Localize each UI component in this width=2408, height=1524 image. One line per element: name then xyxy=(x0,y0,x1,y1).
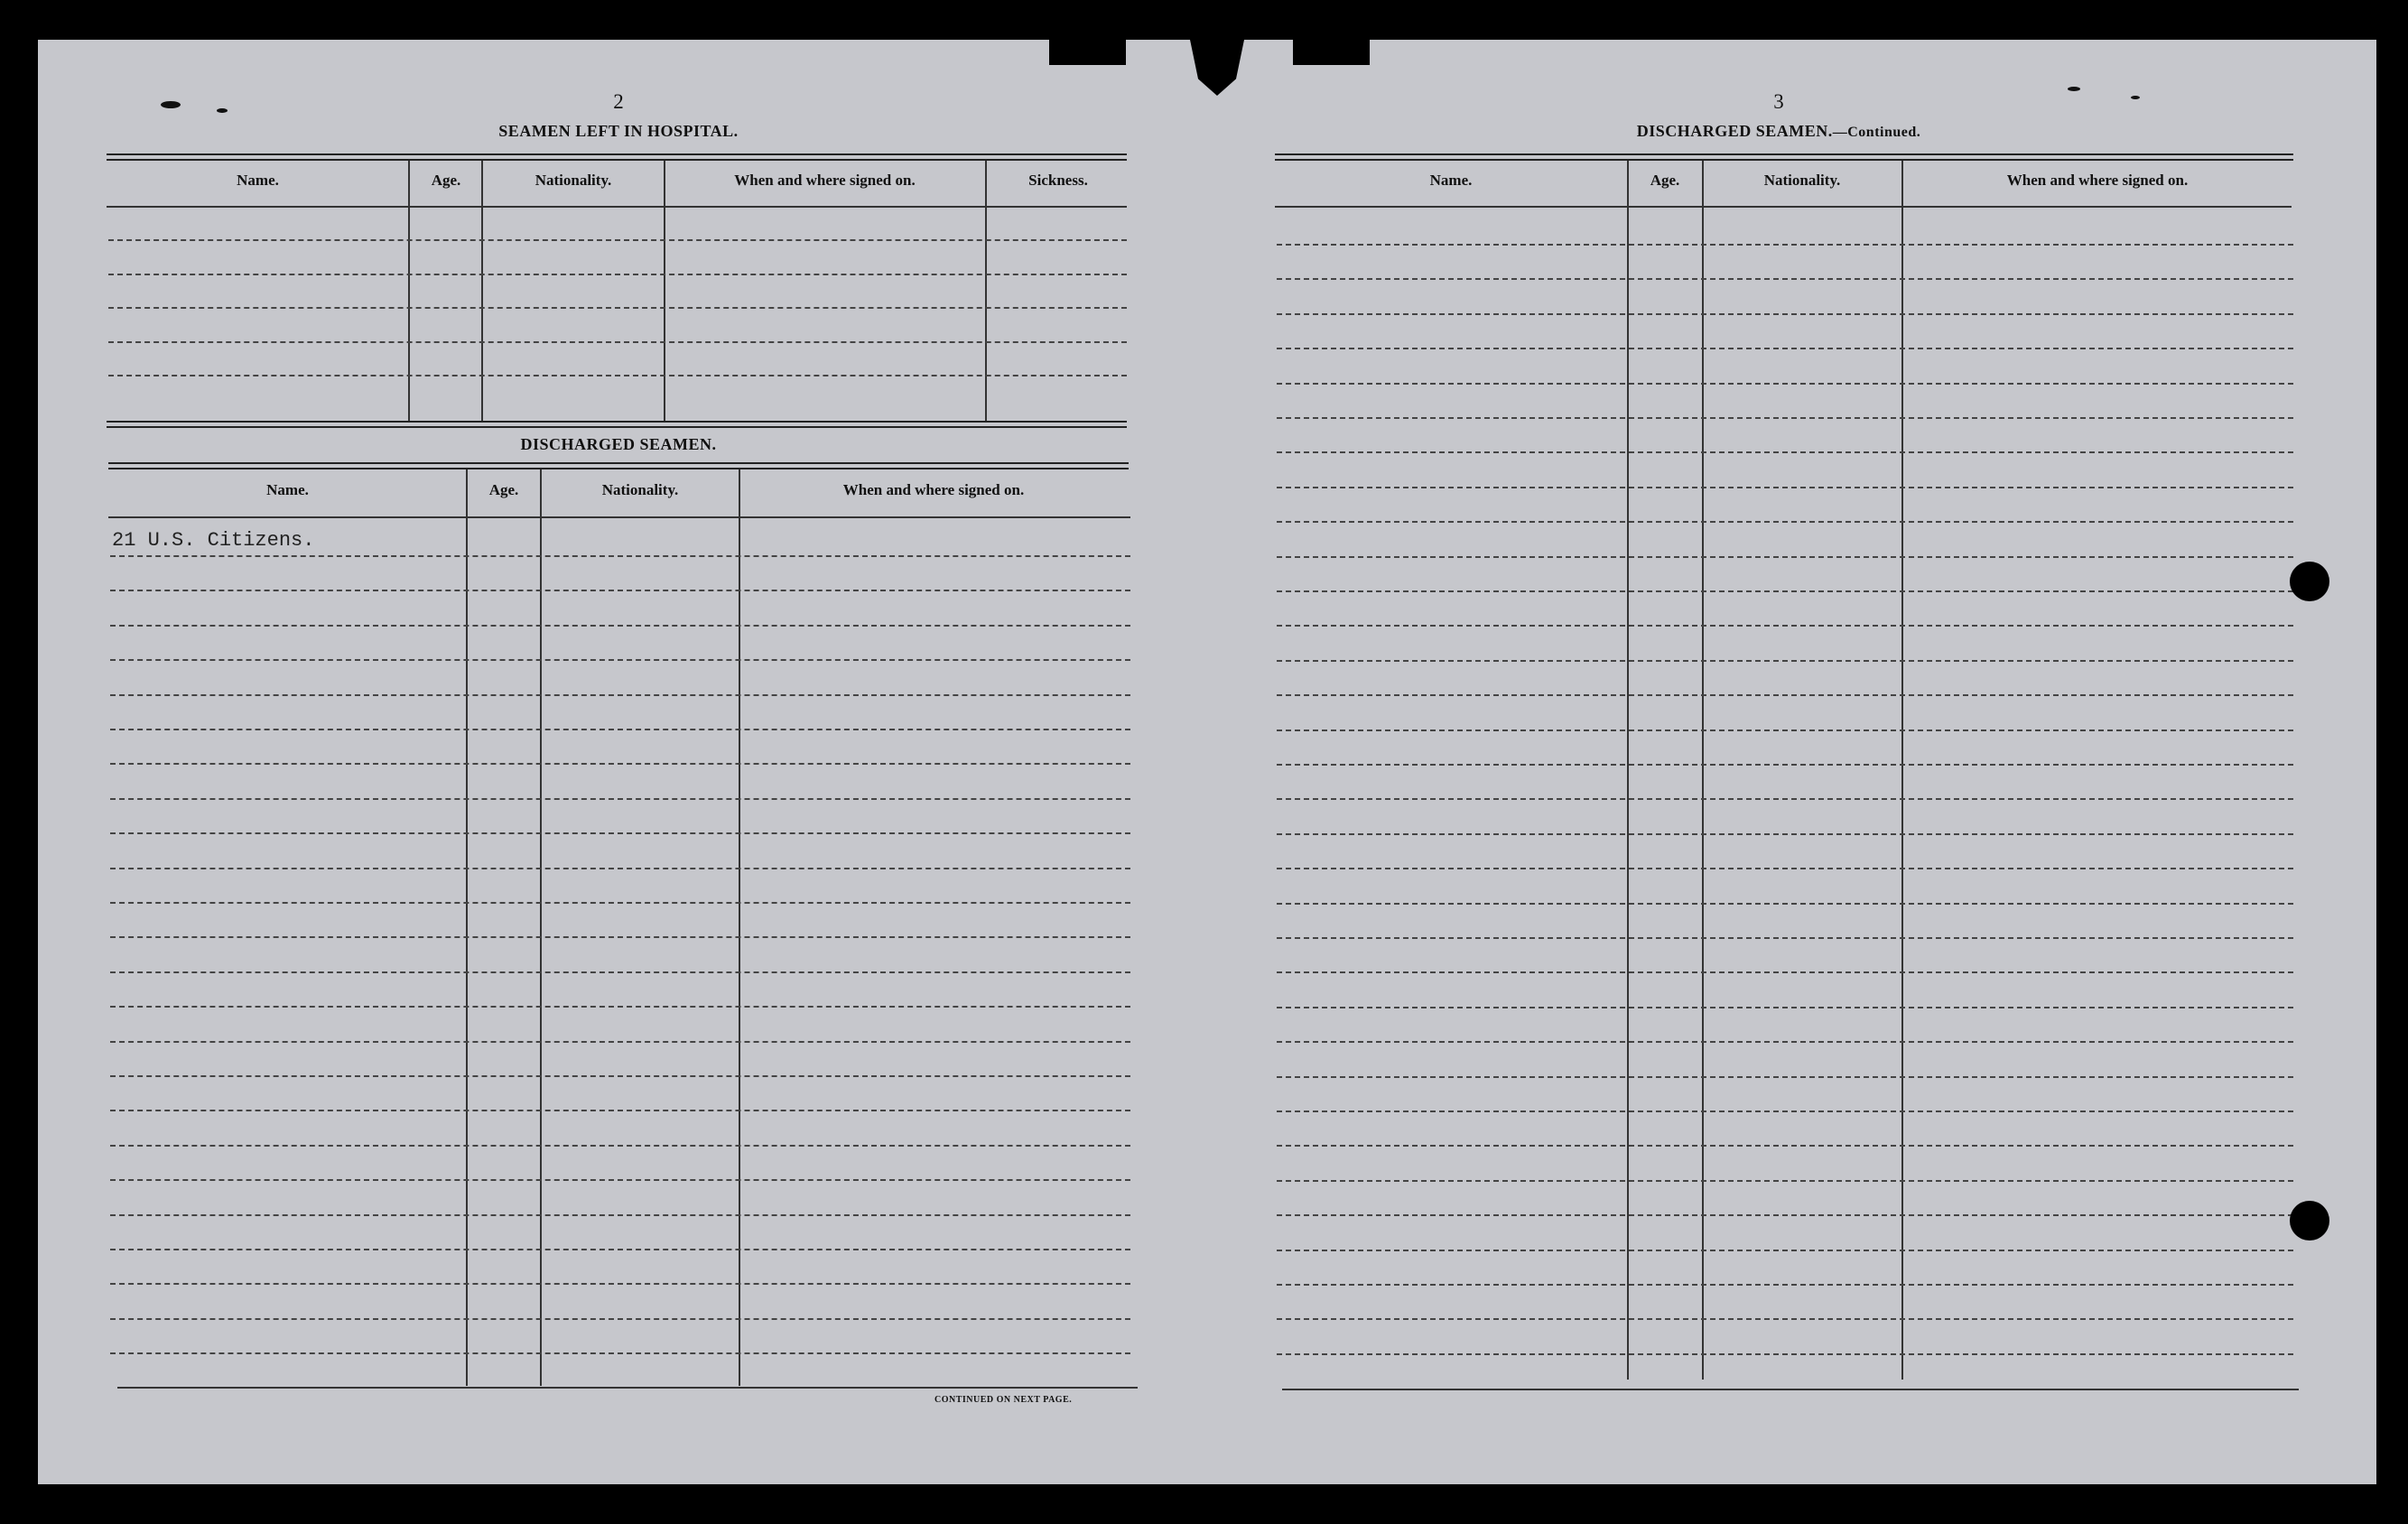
discharged-top-rule xyxy=(107,421,1127,423)
discharged-col-name: Name. xyxy=(266,481,309,498)
right-row-line xyxy=(1277,348,2293,349)
left-bottom-rule xyxy=(117,1387,1138,1389)
discharged-row-line xyxy=(110,1041,1130,1043)
continued-note: CONTINUED ON NEXT PAGE. xyxy=(934,1395,1073,1405)
right-row-line xyxy=(1277,451,2293,453)
right-row-line xyxy=(1277,1353,2293,1355)
right-row-line xyxy=(1277,1214,2293,1216)
discharged-row-line xyxy=(110,1214,1130,1216)
discharged-entry: 21 U.S. Citizens. xyxy=(112,529,315,552)
right-row-line xyxy=(1277,278,2293,280)
hospital-row-line xyxy=(108,375,1127,376)
right-col-signed-on: When and where signed on. xyxy=(2006,172,2189,189)
discharged-col-age: Age. xyxy=(488,481,519,498)
right-section-title xyxy=(1598,122,1959,141)
discharged-row-line xyxy=(110,1179,1130,1181)
punch-hole xyxy=(2290,1201,2329,1241)
right-row-line xyxy=(1277,660,2293,662)
discharged-row-line xyxy=(110,971,1130,973)
discharged-row-line xyxy=(110,1249,1130,1250)
discharged-row-line xyxy=(110,1318,1130,1320)
right-row-line xyxy=(1277,590,2293,592)
discharged-col-signed-on: When and where signed on. xyxy=(842,481,1025,498)
right-top-rule xyxy=(1275,153,2293,155)
hospital-header-rule xyxy=(107,206,1127,208)
right-row-line xyxy=(1277,937,2293,939)
right-vline xyxy=(1702,161,1704,1380)
hospital-col-name: Name. xyxy=(237,172,279,189)
discharged-row-line xyxy=(110,1145,1130,1147)
hospital-row-line xyxy=(108,239,1127,241)
discharged-row-line xyxy=(110,694,1130,696)
discharged-row-line xyxy=(110,590,1130,591)
right-row-line xyxy=(1277,313,2293,315)
right-section-title-main: DISCHARGED SEAMEN. xyxy=(1636,122,1833,140)
discharged-row-line xyxy=(110,555,1130,557)
right-vline xyxy=(1901,161,1903,1380)
right-bottom-rule xyxy=(1282,1389,2299,1390)
discharged-row-line xyxy=(110,1352,1130,1354)
hospital-vline xyxy=(481,161,483,423)
right-row-line xyxy=(1277,487,2293,488)
ink-speck xyxy=(161,101,181,108)
hospital-col-nationality: Nationality. xyxy=(535,172,612,189)
right-row-line xyxy=(1277,417,2293,419)
right-row-line xyxy=(1277,833,2293,835)
discharged-row-line xyxy=(110,625,1130,627)
discharged-header-top-rule xyxy=(108,462,1129,464)
hospital-vline xyxy=(664,161,665,423)
right-row-line xyxy=(1277,1284,2293,1286)
punch-hole xyxy=(2290,562,2329,601)
right-row-line xyxy=(1277,521,2293,523)
right-row-line xyxy=(1277,1318,2293,1320)
ink-speck xyxy=(2131,96,2140,99)
right-row-line xyxy=(1277,1145,2293,1147)
discharged-row-line xyxy=(110,868,1130,869)
hospital-vline xyxy=(985,161,987,423)
right-row-line xyxy=(1277,764,2293,766)
hospital-vline xyxy=(408,161,410,423)
discharged-row-line xyxy=(110,832,1130,834)
discharged-row-line xyxy=(110,729,1130,730)
discharged-header-rule xyxy=(108,516,1130,518)
discharged-section-title: DISCHARGED SEAMEN. xyxy=(520,435,717,453)
discharged-row-line xyxy=(110,1283,1130,1285)
right-row-line xyxy=(1277,1041,2293,1043)
right-row-line xyxy=(1277,729,2293,731)
right-row-line xyxy=(1277,383,2293,385)
hospital-col-sickness: Sickness. xyxy=(1028,172,1088,189)
discharged-row-line xyxy=(110,1075,1130,1077)
discharged-row-line xyxy=(110,763,1130,765)
discharged-row-line xyxy=(110,1110,1130,1111)
right-row-line xyxy=(1277,625,2293,627)
right-row-line xyxy=(1277,1250,2293,1251)
right-row-line xyxy=(1277,971,2293,973)
hospital-section-title: SEAMEN LEFT IN HOSPITAL. xyxy=(498,122,739,140)
hospital-col-signed-on: When and where signed on. xyxy=(734,172,916,189)
right-header-rule xyxy=(1275,206,2292,208)
right-row-line xyxy=(1277,1110,2293,1112)
right-row-line xyxy=(1277,556,2293,558)
discharged-row-line xyxy=(110,659,1130,661)
hospital-row-line xyxy=(108,341,1127,343)
right-row-line xyxy=(1277,244,2293,246)
right-col-name: Name. xyxy=(1429,172,1473,189)
document-sheet xyxy=(38,40,2376,1484)
discharged-row-line xyxy=(110,936,1130,938)
discharged-row-line xyxy=(110,798,1130,800)
hospital-row-line xyxy=(108,274,1127,275)
discharged-col-nationality: Nationality. xyxy=(601,481,679,498)
ink-speck xyxy=(2068,87,2080,91)
right-col-age: Age. xyxy=(1650,172,1680,189)
right-page-number: 3 xyxy=(1773,90,1784,113)
right-row-line xyxy=(1277,798,2293,800)
right-row-line xyxy=(1277,1007,2293,1008)
discharged-row-line xyxy=(110,902,1130,904)
hospital-col-age: Age. xyxy=(431,172,461,189)
binding-tab-right xyxy=(1293,40,1370,65)
right-vline xyxy=(1627,161,1629,1380)
discharged-row-line xyxy=(110,1006,1130,1008)
hospital-row-line xyxy=(108,307,1127,309)
ink-speck xyxy=(217,108,228,113)
binding-tab-left xyxy=(1049,40,1126,65)
right-row-line xyxy=(1277,868,2293,869)
right-col-nationality: Nationality. xyxy=(1763,172,1841,189)
right-row-line xyxy=(1277,694,2293,696)
hospital-top-rule xyxy=(107,153,1127,155)
left-page-number: 2 xyxy=(613,90,624,113)
right-row-line xyxy=(1277,1076,2293,1078)
right-row-line xyxy=(1277,1180,2293,1182)
right-section-title-suffix: —Continued. xyxy=(1832,125,1921,140)
right-row-line xyxy=(1277,903,2293,905)
